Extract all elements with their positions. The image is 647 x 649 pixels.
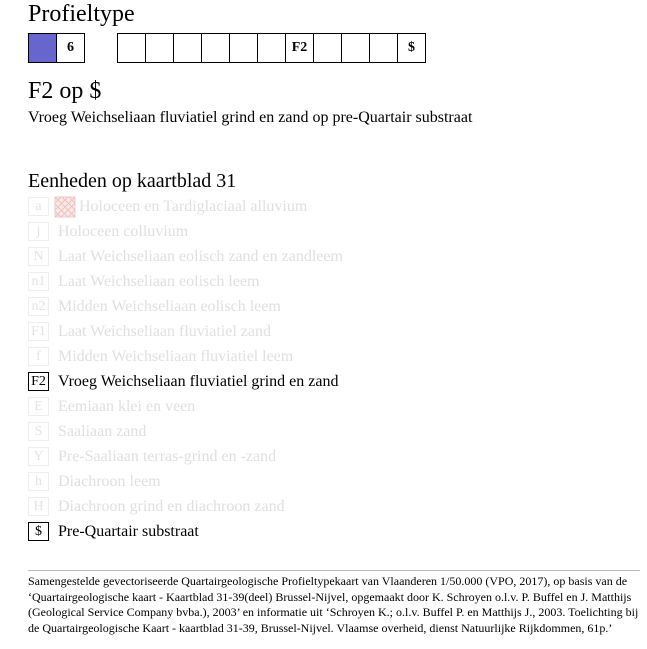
- unit-label: Laat Weichseliaan eolisch zand en zandleem: [58, 247, 343, 265]
- profile-cell: [173, 33, 202, 63]
- unit-code-box: h: [28, 472, 49, 491]
- profile-cell: [229, 33, 258, 63]
- unit-item: [28, 369, 343, 394]
- profile-description: Vroeg Weichseliaan fluviatiel grind en zand op pre-Quartair substraat: [28, 109, 473, 126]
- unit-label: Diachroon leem: [58, 472, 161, 490]
- profile-cell: F2: [285, 33, 314, 63]
- profile-cell: [369, 33, 398, 63]
- divider: [28, 570, 640, 571]
- profile-cell: [341, 33, 370, 63]
- unit-label: Diachroon grind en diachroon zand: [58, 497, 285, 515]
- unit-item: [28, 294, 343, 319]
- unit-code-box: j: [28, 222, 49, 241]
- unit-item: [28, 394, 343, 419]
- unit-item: [28, 419, 343, 444]
- source-footnote: Samengestelde gevectoriseerde Quartairgeologische Profieltypekaart van Vlaanderen 1/50.000 (VPO, 2017), op basis van de ‘Quartairgeologische kaart - Kaartblad 31-39(deel) Brussel-Nijvel, opgemaakt door K. Schroyen o.l.v. P. Buffel en J. Matthijs (Geological Service Company bvba.), 2003’ en informatie uit ‘Schroyen K.; o.l.v. Buffel P. en Matthijs J., 2003. Toelichting bij de Quartairgeologische Kaart - kaartblad 31-39, Brussel-Nijvel. Vlaamse overheid, dienst Natuurlijke Rijkdommen, 61p.’: [28, 574, 639, 635]
- unit-code-box: F1: [28, 322, 49, 341]
- profile-cell: [257, 33, 286, 63]
- hatched-square-icon: [54, 196, 76, 218]
- unit-code-box: n2: [28, 297, 49, 316]
- unit-label: Midden Weichseliaan fluviatiel leem: [58, 347, 294, 365]
- units-list: [28, 194, 343, 544]
- profile-cell: $: [397, 33, 426, 63]
- unit-code-box: a: [28, 197, 49, 216]
- unit-label: Holoceen colluvium: [58, 222, 189, 240]
- page-title: Profieltype: [28, 1, 135, 27]
- unit-code-box: $: [28, 522, 49, 541]
- unit-item: [28, 494, 343, 519]
- unit-label: Laat Weichseliaan eolisch leem: [58, 272, 260, 290]
- unit-item: [28, 319, 343, 344]
- unit-label: Holoceen en Tardiglaciaal alluvium: [79, 197, 308, 215]
- unit-code-box: F2: [28, 372, 49, 391]
- profile-cell: [201, 33, 230, 63]
- unit-item: [28, 344, 343, 369]
- unit-label: Pre-Saaliaan terras-grind en -zand: [58, 447, 277, 465]
- unit-item: [28, 444, 343, 469]
- unit-item: [28, 519, 343, 544]
- unit-code-box: n1: [28, 272, 49, 291]
- unit-item: [28, 219, 343, 244]
- unit-item: [28, 194, 343, 219]
- unit-code-box: E: [28, 397, 49, 416]
- unit-label: Pre-Quartair substraat: [58, 522, 199, 540]
- unit-item: [28, 244, 343, 269]
- unit-label: Eemiaan klei en veen: [58, 397, 196, 415]
- unit-code-box: f: [28, 347, 49, 366]
- profile-title: F2 op $: [28, 78, 102, 104]
- unit-label: Laat Weichseliaan fluviatiel zand: [58, 322, 271, 340]
- profile-strip-main: [28, 33, 85, 63]
- unit-label: Midden Weichseliaan eolisch leem: [58, 297, 281, 315]
- profile-cell: [313, 33, 342, 63]
- unit-item: [28, 469, 343, 494]
- profile-strip-layers: [117, 33, 426, 63]
- unit-label: Saaliaan zand: [58, 422, 147, 440]
- unit-item: [28, 269, 343, 294]
- unit-label: Vroeg Weichseliaan fluviatiel grind en zand: [58, 372, 339, 390]
- profile-cell: 6: [56, 33, 85, 63]
- unit-code-box: Y: [28, 447, 49, 466]
- profile-cell: [28, 33, 57, 63]
- units-heading: Eenheden op kaartblad 31: [28, 170, 237, 192]
- unit-code-box: S: [28, 422, 49, 441]
- unit-code-box: H: [28, 497, 49, 516]
- profile-cell: [117, 33, 146, 63]
- profile-cell: [145, 33, 174, 63]
- unit-code-box: N: [28, 247, 49, 266]
